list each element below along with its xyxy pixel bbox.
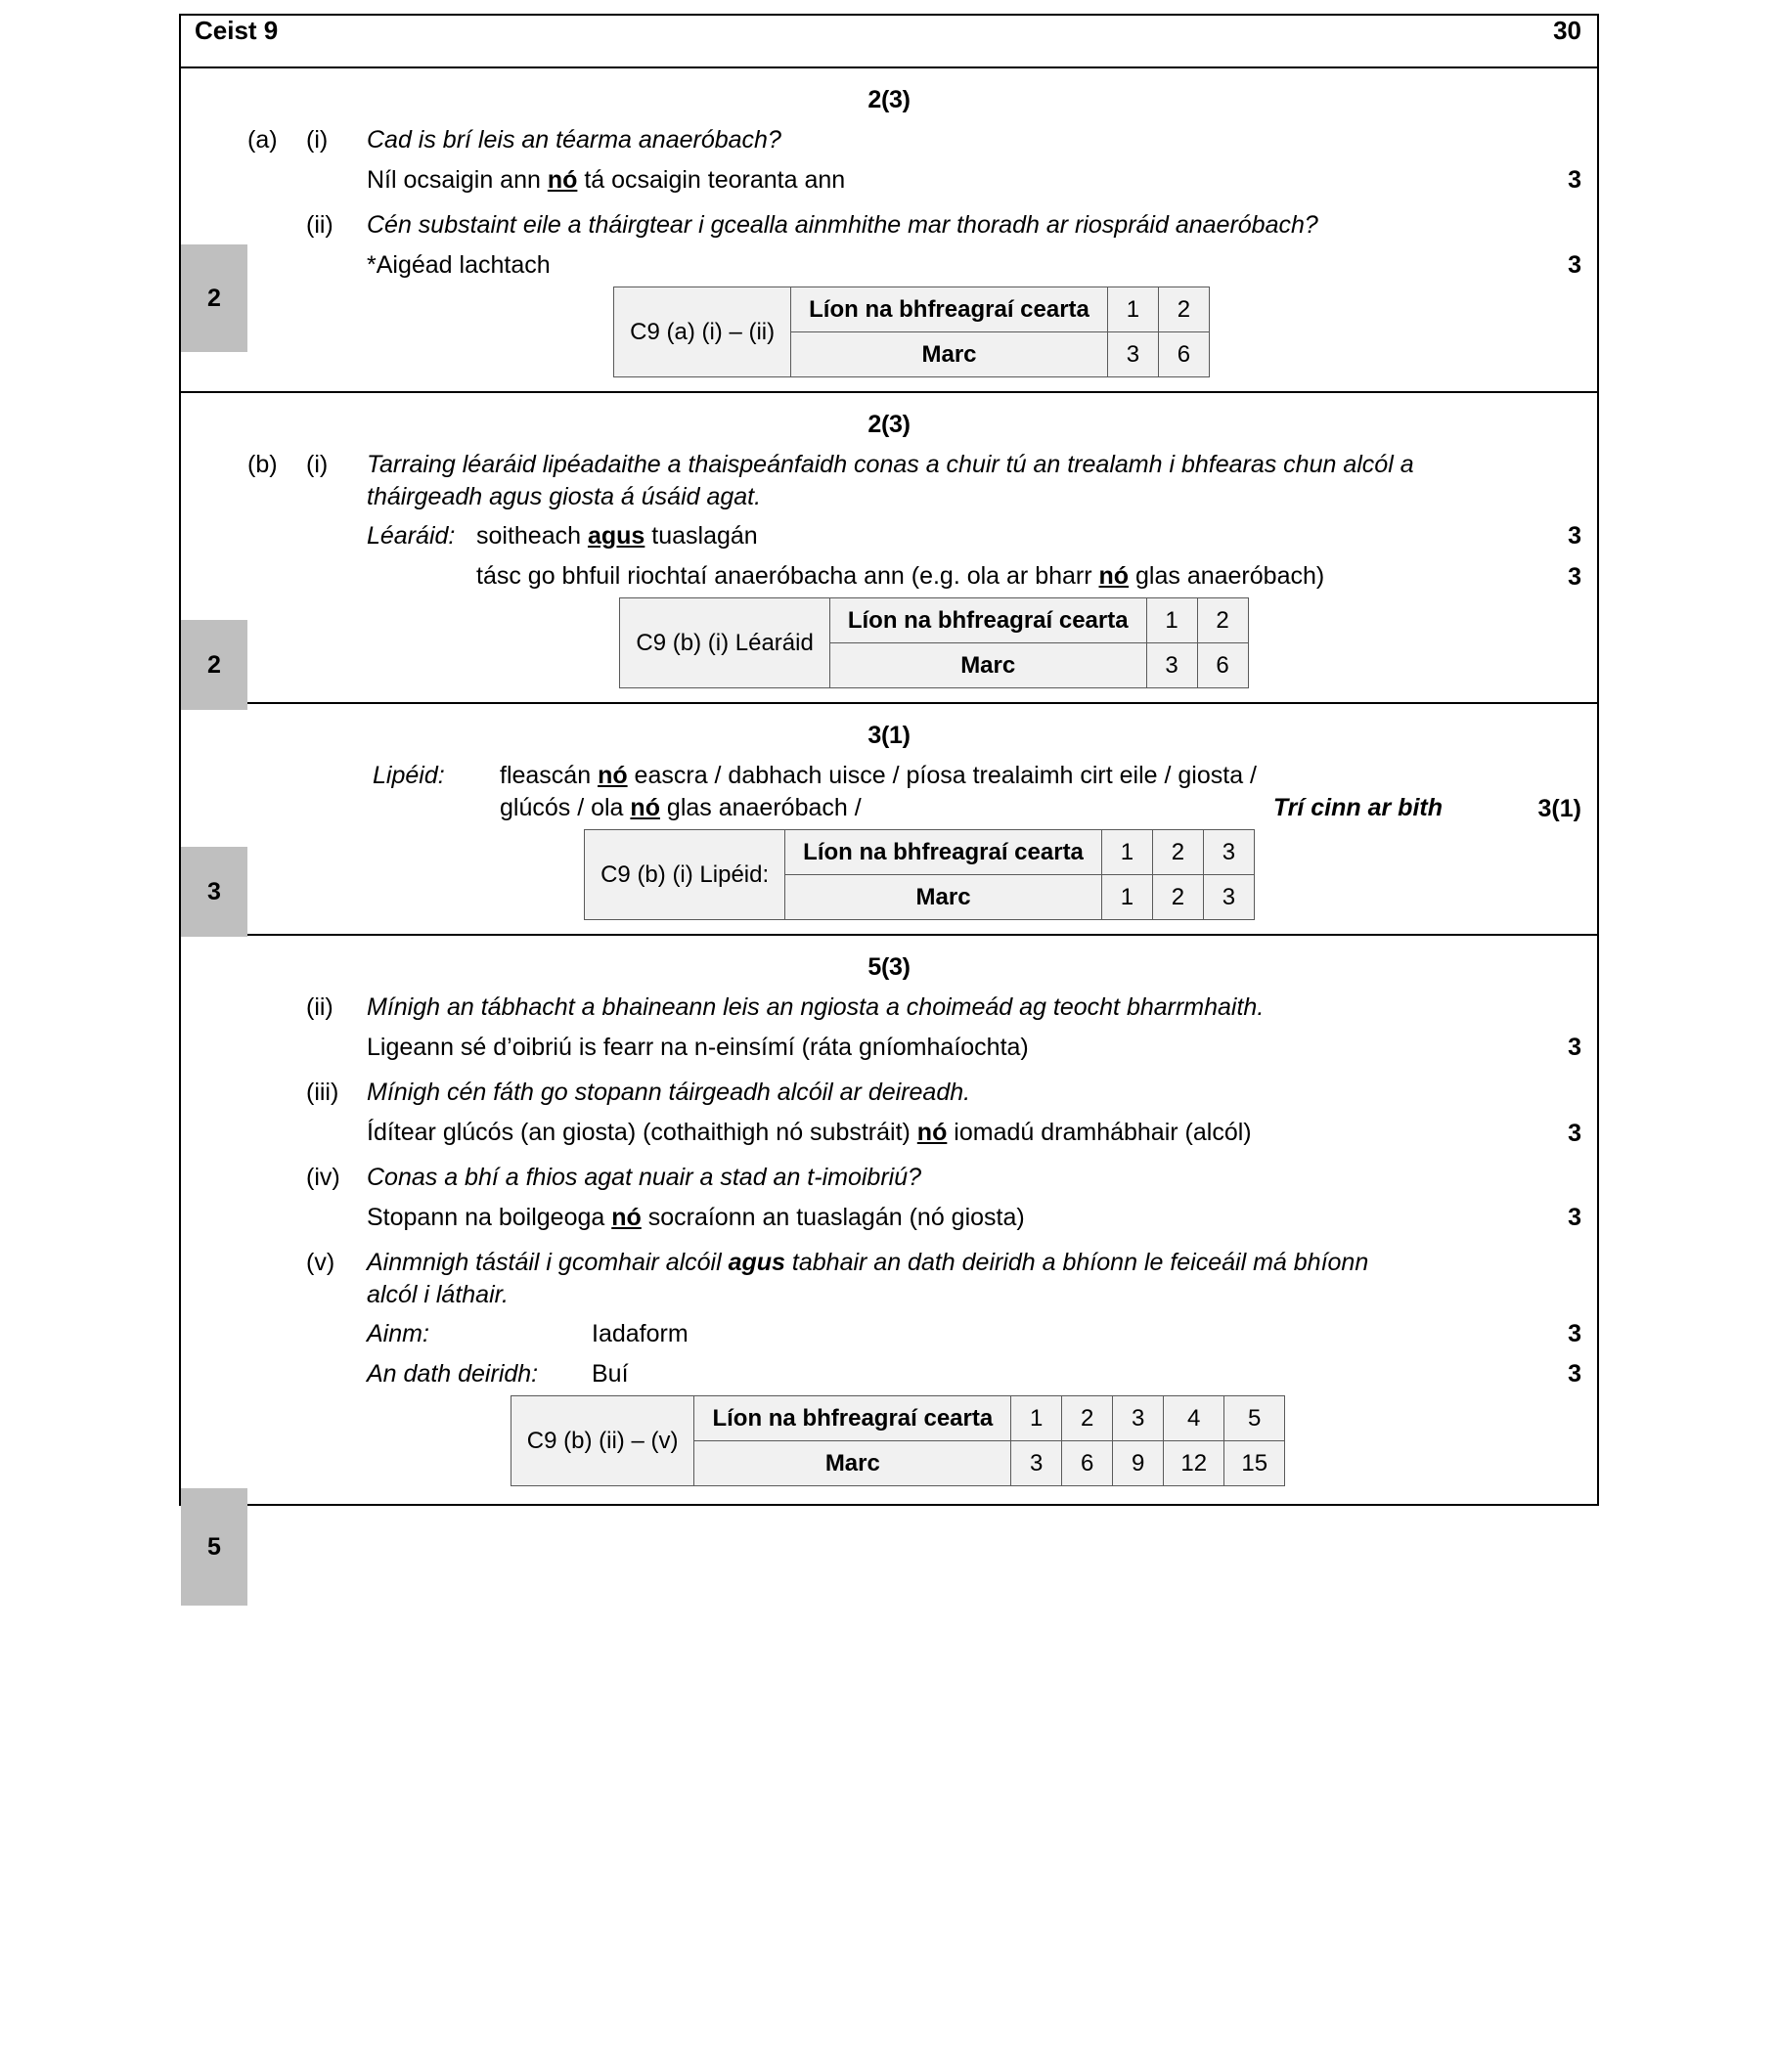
lipeid-line-1: [500, 760, 1273, 792]
answer-text-emphasis: agus: [587, 522, 645, 550]
section-b-item-iii-roman: (iii): [306, 1079, 339, 1106]
mark-spacer: [1519, 1162, 1597, 1164]
section-b-item-i-roman: (i): [306, 451, 329, 478]
section-b-learaid-answer-1-mark: 3: [1568, 522, 1581, 550]
section-a-item-i-mark: 3: [1568, 165, 1581, 194]
answer-text-pre: *Aigéad lachtach: [367, 250, 551, 279]
section-b-item-v-roman: (v): [306, 1249, 335, 1276]
answer-text-pre: Níl ocsaigin ann: [367, 165, 548, 194]
section-b-learaid-ms-row2-c2: 6: [1197, 643, 1248, 688]
mark-spacer: [1519, 992, 1597, 993]
section-a-ms-row1-label: Líon na bhfreagraí cearta: [791, 287, 1108, 332]
section-b-learaid-row: [180, 392, 1598, 703]
section-b-learaid-ms-row1-c2: 2: [1197, 598, 1248, 643]
section-b-item-iii-answer: [367, 1117, 1519, 1149]
section-b-item-iv-answer: [367, 1202, 1519, 1234]
section-b-ii-v-ms-row2-c2: 6: [1062, 1441, 1113, 1486]
table-row: [585, 830, 1255, 875]
section-a-mark-head: 2(3): [867, 86, 911, 113]
ainm-value: Iadaform: [592, 1320, 689, 1347]
section-a-ms-lead: C9 (a) (i) – (ii): [614, 287, 791, 377]
section-b-lipeid-ms-row1-c1: 1: [1101, 830, 1152, 875]
section-b-lipeid-row: [180, 703, 1598, 935]
table-row: [511, 1396, 1284, 1441]
section-a-ms-row1-c1: 1: [1107, 287, 1158, 332]
section-b-lipeid-mark-head: 3(1): [867, 722, 911, 749]
answer-text-emphasis: nó: [1098, 561, 1130, 590]
question-text-post: tabhair an dath deiridh a bhíonn le feiceáil má bhíonn alcól i láthair.: [367, 1249, 1369, 1308]
roman-spacer: [306, 760, 373, 762]
section-b-lipeid-ms-row2-c1: 1: [1101, 875, 1152, 920]
answer-text-pre: fleascán: [500, 762, 599, 789]
dath-deiridh-value: Buí: [592, 1359, 629, 1388]
mark-spacer: [1519, 209, 1597, 211]
section-b-item-iv: [181, 1162, 1597, 1194]
section-b-alpha-label: (b): [247, 451, 278, 478]
answer-text-emphasis: nó: [547, 165, 578, 194]
section-b-ii-v-ms-row1-c1: 1: [1011, 1396, 1062, 1441]
section-b-lipeid-ms-lead: C9 (b) (i) Lipéid:: [585, 830, 785, 920]
section-a-item-i-answer: [367, 164, 1519, 197]
alpha-spacer: [247, 760, 306, 762]
section-a-ms-row1-c2: 2: [1158, 287, 1209, 332]
section-b-item-iii-answer-row: [181, 1117, 1597, 1149]
alpha-spacer: [247, 560, 306, 562]
section-b-lipeid-ms-row2-label: Marc: [785, 875, 1102, 920]
exam-question-table: [179, 14, 1599, 1561]
section-b-ii-v-grey-value: 5: [207, 1532, 221, 1561]
section-b-item-ii: [181, 992, 1597, 1024]
answer-text-post: glas anaeróbach /: [659, 793, 862, 821]
section-b-ii-v-ms-row2-c4: 12: [1164, 1441, 1224, 1486]
section-a-item-i-answer-row: [181, 164, 1597, 197]
section-b-lipeid-marking-table: [584, 829, 1255, 920]
question-text-pre: Ainmnigh tástáil i gcomhair alcóil: [367, 1249, 729, 1276]
section-a-item-ii-mark: 3: [1568, 250, 1581, 279]
section-a-ms-row2-c1: 3: [1107, 332, 1158, 377]
section-a-item-ii-answer: [367, 249, 1519, 282]
section-b-learaid-grey-marker: [181, 620, 247, 710]
alpha-spacer: [247, 1358, 306, 1360]
section-b-item-v-question: [367, 1247, 1372, 1310]
section-b-item-i: [181, 449, 1597, 512]
question-header-row: [180, 15, 1598, 67]
roman-spacer: [306, 1318, 367, 1320]
roman-spacer: [306, 1202, 367, 1204]
section-b-item-ii-answer: [367, 1032, 1519, 1064]
section-b-learaid-answer-2-mark: 3: [1568, 563, 1581, 591]
section-b-item-ii-roman: (ii): [306, 993, 333, 1021]
section-b-learaid-cell: [180, 392, 1598, 703]
section-a-item-ii-question: Cén substaint eile a tháirgtear i gcealla ainmhithe mar thoradh ar riospráid anaeróbach?: [367, 211, 1318, 239]
section-b-learaid-ms-row2-c1: 3: [1146, 643, 1197, 688]
alpha-spacer: [247, 1032, 306, 1034]
section-b-item-iv-mark: 3: [1568, 1203, 1581, 1231]
section-b-ii-v-ms-row2-label: Marc: [694, 1441, 1011, 1486]
answer-text-post: eascra / dabhach uisce / píosa trealaimh cirt eile / giosta /: [627, 762, 1257, 789]
alpha-spacer: [247, 1117, 306, 1119]
answer-text-pre: tásc go bhfuil riochtaí anaeróbacha ann (e.g. ola ar bharr: [476, 561, 1099, 590]
lipeid-answer-text: [500, 760, 1273, 823]
roman-spacer: [306, 520, 367, 522]
answer-text-pre: glúcós / ola: [500, 793, 631, 821]
section-b-lipeid-ms-table-wrap: [181, 823, 1597, 928]
section-b-lipeid-grey-marker: [181, 847, 247, 937]
answer-text-post: tá ocsaigin teoranta ann: [577, 165, 846, 194]
section-b-ii-v-ms-row1-c3: 3: [1113, 1396, 1164, 1441]
section-b-ii-v-grey-marker: [181, 1488, 247, 1606]
section-a-ms-row2-c2: 6: [1158, 332, 1209, 377]
section-a-item-i-roman: (i): [306, 126, 329, 154]
section-b-item-v-ainm-mark: 3: [1568, 1320, 1581, 1347]
section-a-ms-table-wrap: [181, 281, 1597, 385]
answer-text-emphasis: nó: [598, 762, 628, 789]
alpha-spacer: [247, 1247, 306, 1249]
lipeid-label: Lipéid:: [373, 762, 445, 789]
section-a-grey-marker: [181, 244, 247, 352]
section-b-lipeid-answer: [181, 760, 1597, 823]
section-b-lipeid-ms-row2-c2: 2: [1152, 875, 1203, 920]
section-b-item-ii-answer-row: [181, 1032, 1597, 1064]
ainm-label: Ainm:: [367, 1320, 429, 1347]
question-text-emphasis: agus: [728, 1249, 785, 1276]
section-b-lipeid-ms-row1-label: Líon na bhfreagraí cearta: [785, 830, 1102, 875]
alpha-spacer: [247, 1162, 306, 1164]
section-b-item-v: [181, 1247, 1597, 1310]
section-b-lipeid-ms-row1-c2: 2: [1152, 830, 1203, 875]
section-b-learaid-answer-1: [181, 520, 1597, 552]
alpha-spacer: [247, 1318, 306, 1320]
section-b-item-ii-question: Mínigh an tábhacht a bhaineann leis an ngiosta a choimeád ag teocht bharrmhaith.: [367, 993, 1265, 1021]
mark-spacer: [1519, 1077, 1597, 1079]
alpha-spacer: [247, 1077, 306, 1079]
section-b-learaid-grey-value: 2: [207, 650, 221, 679]
section-b-learaid-ms-row2-label: Marc: [829, 643, 1146, 688]
section-b-lipeid-mark: 3(1): [1537, 795, 1581, 822]
table-row: [614, 287, 1210, 332]
alpha-spacer: [247, 249, 306, 251]
section-a-row: [180, 67, 1598, 392]
section-a-item-ii-roman: (ii): [306, 211, 333, 239]
section-b-lipeid-cell: [180, 703, 1598, 935]
section-b-lipeid-ms-row2-c3: 3: [1203, 875, 1254, 920]
section-b-item-iv-question: Conas a bhí a fhios agat nuair a stad an t-imoibriú?: [367, 1164, 922, 1191]
section-b-ii-v-ms-row1-c2: 2: [1062, 1396, 1113, 1441]
answer-text-post: socraíonn an tuaslagán (nó giosta): [641, 1203, 1025, 1231]
alpha-spacer: [247, 992, 306, 993]
learaid-answer-1-text: [476, 520, 1511, 552]
dath-deiridh-label: An dath deiridh:: [367, 1359, 539, 1388]
section-a-item-ii-answer-row: [181, 249, 1597, 282]
table-row: [620, 598, 1248, 643]
lipeid-note: Trí cinn ar bith: [1272, 793, 1443, 821]
section-b-item-i-question: Tarraing léaráid lipéadaithe a thaispeánfaidh conas a chuir tú an trealamh i bhfearas chun alcól a tháirgeadh agus giosta á úsáid agat.: [367, 451, 1414, 510]
answer-text-post: iomadú dramhábhair (alcól): [947, 1118, 1252, 1146]
answer-text-post: tuaslagán: [645, 522, 758, 550]
roman-spacer: [306, 560, 367, 562]
mark-spacer: [1519, 1247, 1597, 1249]
answer-text-pre: Ídítear glúcós (an giosta) (cothaithigh nó substráit): [367, 1118, 917, 1146]
section-b-item-iv-roman: (iv): [306, 1164, 340, 1191]
section-a-alpha-label: (a): [247, 126, 278, 154]
section-b-ii-v-ms-row2-c1: 3: [1011, 1441, 1062, 1486]
page-title: Ceist 9: [195, 16, 279, 45]
section-b-item-iii-question: Mínigh cén fáth go stopann táirgeadh alcóil ar deireadh.: [367, 1079, 971, 1106]
section-b-learaid-answer-2: [181, 560, 1597, 593]
section-a-item-i-mark-spacer: [1519, 124, 1597, 126]
section-b-learaid-ms-table-wrap: [181, 592, 1597, 696]
alpha-spacer: [247, 164, 306, 166]
answer-text-emphasis: nó: [611, 1203, 642, 1231]
learaid-label: Léaráid:: [367, 522, 456, 550]
section-a-marking-table: [613, 287, 1210, 377]
roman-spacer: [306, 249, 367, 251]
section-a-ms-row2-label: Marc: [791, 332, 1108, 377]
section-b-lipeid-grey-value: 3: [207, 877, 221, 905]
answer-text-pre: soitheach: [476, 522, 588, 550]
section-b-learaid-ms-row1-c1: 1: [1146, 598, 1197, 643]
section-a-cell: [180, 67, 1598, 392]
section-b-item-iv-answer-row: [181, 1202, 1597, 1234]
answer-text-post: glas anaeróbach): [1129, 561, 1325, 590]
alpha-spacer: [247, 1202, 306, 1204]
roman-spacer: [306, 164, 367, 166]
section-b-learaid-mark-head: 2(3): [867, 411, 911, 438]
section-b-learaid-marking-table: [619, 597, 1248, 688]
section-b-item-v-ainm-row: [181, 1318, 1597, 1350]
section-b-ii-v-ms-row1-c5: 5: [1224, 1396, 1285, 1441]
section-b-ii-v-ms-row2-c3: 9: [1113, 1441, 1164, 1486]
answer-text-emphasis: nó: [630, 793, 660, 821]
section-b-learaid-ms-row1-label: Líon na bhfreagraí cearta: [829, 598, 1146, 643]
question-header-cell: [180, 15, 1598, 67]
learaid-answer-2-text: [476, 560, 1511, 593]
section-b-ii-v-row: [180, 935, 1598, 1505]
question-total-marks: 30: [1553, 16, 1581, 45]
section-b-lipeid-ms-row1-c3: 3: [1203, 830, 1254, 875]
section-b-ii-v-ms-table-wrap: [181, 1389, 1597, 1494]
section-b-ii-v-ms-row2-c5: 15: [1224, 1441, 1285, 1486]
answer-text-pre: Ligeann sé d’oibriú is fearr na n-einsímí (ráta gníomhaíochta): [367, 1033, 1029, 1061]
lipeid-line-2: [500, 792, 1273, 824]
section-b-ii-v-marking-table: [511, 1395, 1285, 1486]
section-a-grey-value: 2: [207, 284, 221, 312]
answer-text-pre: Stopann na boilgeoga: [367, 1203, 612, 1231]
alpha-spacer: [247, 209, 306, 211]
section-b-ii-v-mark-head: 5(3): [867, 953, 911, 981]
answer-text-emphasis: nó: [916, 1118, 948, 1146]
section-b-learaid-ms-lead: C9 (b) (i) Léaráid: [620, 598, 829, 688]
section-b-ii-v-cell: [180, 935, 1598, 1561]
section-b-item-iii: [181, 1077, 1597, 1109]
section-b-item-v-dath-row: [181, 1358, 1597, 1390]
section-b-ii-v-ms-row1-label: Líon na bhfreagraí cearta: [694, 1396, 1011, 1441]
section-b-item-ii-mark: 3: [1568, 1033, 1581, 1061]
roman-spacer: [306, 1358, 367, 1360]
section-b-ii-v-ms-row1-c4: 4: [1164, 1396, 1224, 1441]
mark-spacer: [1519, 449, 1597, 451]
section-a-item-i-question: Cad is brí leis an téarma anaeróbach?: [367, 126, 781, 154]
section-a-item-i: [181, 124, 1597, 156]
roman-spacer: [306, 1117, 367, 1119]
section-b-item-iii-mark: 3: [1568, 1120, 1581, 1147]
roman-spacer: [306, 1032, 367, 1034]
section-a-item-ii: [181, 209, 1597, 242]
alpha-spacer: [247, 520, 306, 522]
section-b-item-v-dath-mark: 3: [1568, 1359, 1581, 1388]
section-b-ii-v-ms-lead: C9 (b) (ii) – (v): [511, 1396, 694, 1486]
